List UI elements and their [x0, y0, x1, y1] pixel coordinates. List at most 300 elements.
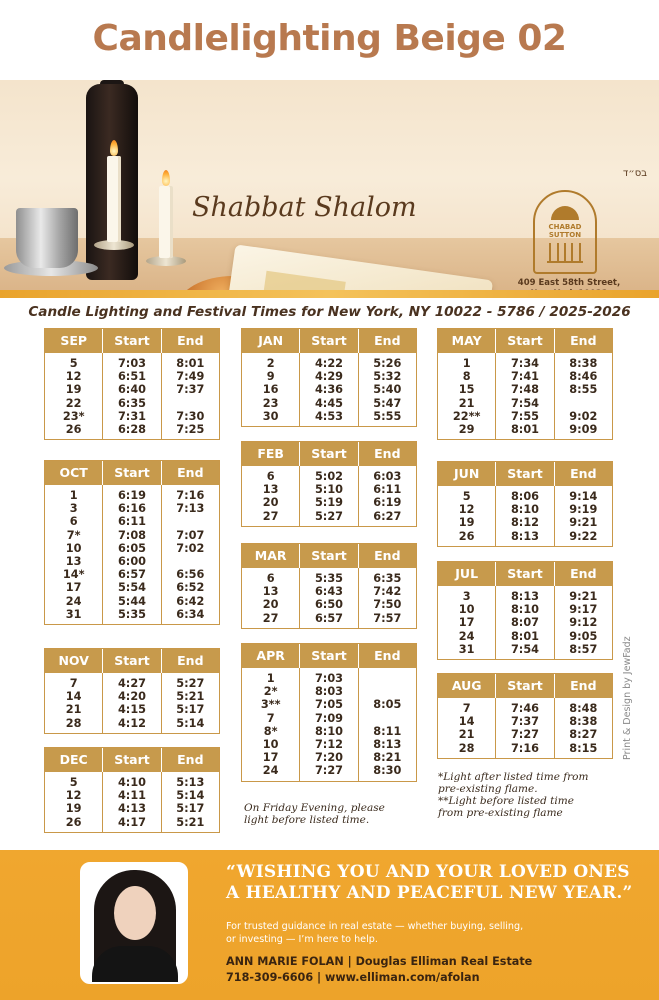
- date-cell: 7: [462, 702, 471, 715]
- start-time-cell: 4:29: [314, 370, 344, 384]
- bsd-mark: בס״ד: [622, 168, 647, 179]
- month-table: [437, 461, 613, 547]
- date-cell: 6: [69, 515, 78, 529]
- date-cell: 30: [262, 409, 279, 423]
- menorah-icon: [547, 241, 583, 263]
- month-table: [44, 648, 220, 734]
- date-cell: 31: [65, 607, 82, 621]
- note-line: pre-existing flame.: [438, 783, 538, 795]
- date-cell: 26: [458, 529, 475, 543]
- start-time-cell: 7:27: [314, 764, 344, 778]
- blurb-line: For trusted guidance in real estate — whether buying, selling,: [226, 921, 524, 932]
- end-column-header: End: [570, 566, 597, 581]
- start-column: [103, 772, 161, 832]
- end-time-cell: 6:42: [176, 594, 205, 608]
- start-time-cell: 6:05: [117, 541, 147, 555]
- end-column-header: End: [374, 648, 401, 663]
- start-time-cell: 4:12: [117, 716, 147, 730]
- month-name: JUL: [438, 562, 496, 586]
- start-column: [496, 586, 554, 659]
- month-header-row: [438, 674, 612, 698]
- gold-divider: [0, 290, 659, 298]
- date-cell: 28: [65, 716, 82, 730]
- end-column: [555, 698, 612, 758]
- date-cell: 1: [69, 489, 78, 502]
- agent-photo: [80, 862, 188, 984]
- end-column-header: End: [177, 465, 204, 480]
- start-time-cell: 5:44: [117, 594, 147, 608]
- date-cell: 7: [69, 677, 78, 690]
- end-column: [162, 353, 219, 439]
- month-name: FEB: [242, 442, 300, 466]
- end-time-cell: 6:11: [373, 483, 402, 497]
- start-column: [300, 466, 358, 526]
- date-column: [438, 698, 496, 758]
- blurb-line: or investing — I’m here to help.: [226, 934, 378, 945]
- end-time-cell: [162, 515, 219, 528]
- date-cell: 17: [65, 581, 82, 595]
- end-time-cell: [162, 555, 219, 568]
- flame-left: [110, 140, 118, 156]
- start-time-cell: 7:54: [510, 396, 540, 410]
- date-column: [45, 673, 103, 733]
- date-cell: 26: [65, 815, 82, 829]
- month-header-row: [45, 461, 219, 485]
- start-time-cell: 4:10: [117, 776, 147, 789]
- start-column-header: Start: [496, 329, 554, 353]
- month-body: [438, 353, 612, 439]
- date-cell: 24: [458, 629, 475, 643]
- start-time-cell: 7:05: [314, 698, 344, 712]
- month-table: [241, 543, 417, 629]
- month-table: [44, 328, 220, 440]
- month-name: JAN: [242, 329, 300, 353]
- month-name: JUN: [438, 462, 496, 486]
- start-time-cell: 5:54: [117, 581, 147, 595]
- end-time-cell: 5:55: [373, 409, 402, 423]
- date-cell: 13: [262, 483, 279, 497]
- month-name: OCT: [45, 461, 103, 485]
- end-column: [162, 673, 219, 733]
- end-time-cell: [359, 685, 416, 698]
- date-column: [438, 486, 496, 546]
- start-time-cell: 5:19: [314, 496, 344, 510]
- agent-phone-line: 718-309-6606 | www.elliman.com/afolan: [226, 971, 480, 984]
- start-time-cell: 7:20: [314, 751, 344, 765]
- asterisk-note: [438, 771, 588, 819]
- end-time-cell: 8:11: [373, 724, 402, 738]
- end-time-cell: 8:01: [176, 357, 205, 370]
- note-line: On Friday Evening, please: [244, 802, 385, 814]
- schedule-subtitle: Candle Lighting and Festival Times for New York, NY 10022 - 5786 / 2025-2026: [28, 304, 631, 320]
- shabbat-banner: [0, 80, 659, 298]
- month-name: APR: [242, 644, 300, 668]
- end-time-cell: 6:56: [176, 568, 205, 582]
- start-column: [300, 353, 358, 426]
- end-column: [555, 586, 612, 659]
- designer-credit: Print & Design by JewFadz: [622, 636, 633, 760]
- start-time-cell: 6:43: [314, 585, 344, 599]
- start-time-cell: 6:51: [117, 370, 147, 384]
- month-table: [241, 441, 417, 527]
- new-year-wish: [226, 862, 636, 904]
- date-cell: 1: [266, 672, 275, 685]
- start-time-cell: 5:02: [314, 470, 344, 483]
- end-time-cell: 5:32: [373, 370, 402, 384]
- start-column: [496, 353, 554, 439]
- date-cell: 27: [262, 509, 279, 523]
- date-cell: 23: [262, 396, 279, 410]
- end-time-cell: 8:48: [569, 702, 598, 715]
- end-time-cell: 8:05: [373, 698, 402, 712]
- month-body: [438, 698, 612, 758]
- end-time-cell: 6:35: [373, 572, 402, 585]
- start-time-cell: 6:16: [117, 502, 147, 516]
- date-cell: 2*: [263, 685, 278, 699]
- month-header-row: [242, 442, 416, 466]
- start-time-cell: 4:20: [117, 690, 147, 704]
- note-line: *Light after listed time from: [438, 771, 589, 783]
- date-cell: 7: [266, 711, 275, 725]
- date-cell: 10: [458, 603, 475, 617]
- start-time-cell: 6:19: [117, 489, 147, 502]
- start-time-cell: 8:13: [510, 590, 540, 603]
- date-cell: 10: [65, 541, 82, 555]
- date-cell: 21: [458, 396, 475, 410]
- start-time-cell: 7:16: [510, 741, 540, 755]
- start-time-cell: 8:01: [510, 629, 540, 643]
- date-cell: 22**: [452, 409, 481, 423]
- end-time-cell: 9:19: [569, 503, 598, 517]
- date-cell: 20: [262, 598, 279, 612]
- date-column: [45, 353, 103, 439]
- start-column: [496, 486, 554, 546]
- date-cell: 5: [462, 490, 471, 503]
- end-time-cell: 7:02: [176, 541, 205, 555]
- kiddush-cup-image: [16, 208, 78, 268]
- end-time-cell: 7:16: [176, 489, 205, 502]
- start-column: [300, 568, 358, 628]
- start-time-cell: 6:57: [117, 568, 147, 582]
- date-cell: 2: [266, 357, 275, 370]
- start-column-header: Start: [300, 329, 358, 353]
- end-time-cell: [555, 397, 612, 410]
- agent-blurb: [226, 920, 636, 946]
- start-time-cell: 7:03: [314, 672, 344, 685]
- end-time-cell: 8:46: [569, 370, 598, 384]
- date-cell: 19: [458, 516, 475, 530]
- start-time-cell: 7:12: [314, 737, 344, 751]
- date-cell: 8: [462, 370, 471, 384]
- start-time-cell: 7:54: [510, 642, 540, 656]
- start-time-cell: 5:10: [314, 483, 344, 497]
- date-cell: 19: [65, 383, 82, 397]
- wish-line: “WISHING YOU AND YOUR LOVED ONES: [226, 862, 630, 882]
- start-time-cell: 8:10: [314, 724, 344, 738]
- month-name: SEP: [45, 329, 103, 353]
- start-time-cell: 6:35: [117, 396, 147, 410]
- end-time-cell: 5:14: [176, 716, 205, 730]
- date-cell: 22: [65, 396, 82, 410]
- end-column-header: End: [570, 678, 597, 693]
- end-time-cell: 6:03: [373, 470, 402, 483]
- end-time-cell: 5:13: [176, 776, 205, 789]
- end-column: [162, 485, 219, 624]
- date-column: [438, 586, 496, 659]
- end-time-cell: 5:47: [373, 396, 402, 410]
- sponsor-footer: [0, 850, 659, 1000]
- date-cell: 14*: [62, 568, 85, 582]
- start-time-cell: 4:22: [314, 357, 344, 370]
- month-table: [241, 328, 417, 427]
- end-time-cell: 8:15: [569, 741, 598, 755]
- start-time-cell: 7:09: [314, 711, 344, 725]
- agent-contact: [226, 954, 636, 986]
- start-time-cell: 8:13: [510, 529, 540, 543]
- date-column: [438, 353, 496, 439]
- start-time-cell: 7:37: [510, 715, 540, 729]
- date-cell: 27: [262, 611, 279, 625]
- end-time-cell: 9:02: [569, 409, 598, 423]
- start-column-header: Start: [496, 674, 554, 698]
- start-time-cell: 8:10: [510, 603, 540, 617]
- date-cell: 24: [65, 594, 82, 608]
- date-cell: 21: [458, 728, 475, 742]
- start-time-cell: 5:27: [314, 509, 344, 523]
- end-time-cell: 6:34: [176, 607, 205, 621]
- month-body: [45, 485, 219, 624]
- start-time-cell: 7:48: [510, 383, 540, 397]
- start-time-cell: 6:57: [314, 611, 344, 625]
- month-name: MAY: [438, 329, 496, 353]
- month-table: [44, 747, 220, 833]
- month-header-row: [438, 562, 612, 586]
- month-body: [438, 586, 612, 659]
- date-cell: 16: [262, 383, 279, 397]
- month-table: [241, 643, 417, 782]
- end-time-cell: 7:07: [176, 528, 205, 542]
- end-column: [555, 486, 612, 546]
- note-line: **Light before listed time: [438, 795, 574, 807]
- end-time-cell: 9:22: [569, 529, 598, 543]
- friday-note: [244, 802, 385, 826]
- page-title: Candlelighting Beige 02: [92, 18, 567, 59]
- shabbat-shalom-heading: Shabbat Shalom: [192, 192, 417, 223]
- date-cell: 7*: [66, 528, 81, 542]
- start-time-cell: 8:12: [510, 516, 540, 530]
- start-column: [103, 353, 161, 439]
- start-time-cell: 8:01: [510, 422, 540, 436]
- start-time-cell: 4:45: [314, 396, 344, 410]
- end-time-cell: 5:21: [176, 815, 205, 829]
- date-cell: 14: [65, 690, 82, 704]
- start-time-cell: 7:46: [510, 702, 540, 715]
- start-time-cell: 4:27: [117, 677, 147, 690]
- end-time-cell: 6:52: [176, 581, 205, 595]
- date-cell: 26: [65, 422, 82, 436]
- month-name: NOV: [45, 649, 103, 673]
- date-cell: 5: [69, 776, 78, 789]
- start-column-header: Start: [300, 442, 358, 466]
- start-time-cell: 6:00: [117, 554, 147, 568]
- candle-left: [107, 156, 121, 242]
- end-time-cell: 5:14: [176, 789, 205, 803]
- month-header-row: [438, 329, 612, 353]
- start-time-cell: 8:07: [510, 616, 540, 630]
- date-cell: 24: [262, 764, 279, 778]
- date-column: [242, 568, 300, 628]
- end-time-cell: 8:38: [569, 715, 598, 729]
- start-column-header: Start: [103, 649, 161, 673]
- date-cell: 13: [262, 585, 279, 599]
- start-column-header: Start: [103, 748, 161, 772]
- month-header-row: [438, 462, 612, 486]
- month-header-row: [242, 544, 416, 568]
- start-time-cell: 8:10: [510, 503, 540, 517]
- start-time-cell: 4:17: [117, 815, 147, 829]
- wish-line: A HEALTHY AND PEACEFUL NEW YEAR.”: [226, 883, 633, 903]
- date-cell: 12: [458, 503, 475, 517]
- start-time-cell: 5:35: [314, 572, 344, 585]
- start-time-cell: 7:55: [510, 409, 540, 423]
- month-body: [438, 486, 612, 546]
- date-cell: 20: [262, 496, 279, 510]
- month-table: [44, 460, 220, 625]
- month-body: [242, 353, 416, 426]
- date-column: [242, 466, 300, 526]
- flame-right: [162, 170, 170, 186]
- end-time-cell: 7:57: [373, 611, 402, 625]
- end-column: [359, 353, 416, 426]
- month-name: AUG: [438, 674, 496, 698]
- end-time-cell: 5:27: [176, 677, 205, 690]
- logo-arch-icon: [551, 206, 579, 220]
- end-column-header: End: [570, 333, 597, 348]
- logo-text: [549, 223, 582, 239]
- date-cell: 13: [65, 554, 82, 568]
- date-cell: 31: [458, 642, 475, 656]
- date-column: [45, 772, 103, 832]
- date-cell: 29: [458, 422, 475, 436]
- start-time-cell: 7:27: [510, 728, 540, 742]
- end-column-header: End: [177, 653, 204, 668]
- date-cell: 12: [65, 370, 82, 384]
- end-column: [359, 668, 416, 781]
- end-time-cell: 8:27: [569, 728, 598, 742]
- end-time-cell: 8:38: [569, 357, 598, 370]
- end-column: [555, 353, 612, 439]
- start-time-cell: 6:50: [314, 598, 344, 612]
- date-cell: 17: [458, 616, 475, 630]
- end-time-cell: 8:30: [373, 764, 402, 778]
- start-time-cell: 7:41: [510, 370, 540, 384]
- end-column: [359, 466, 416, 526]
- date-cell: 6: [266, 572, 275, 585]
- month-table: [437, 561, 613, 660]
- start-column-header: Start: [496, 562, 554, 586]
- start-time-cell: 4:13: [117, 802, 147, 816]
- note-line: light before listed time.: [244, 814, 370, 826]
- end-time-cell: 7:30: [176, 409, 205, 423]
- start-time-cell: 7:08: [117, 528, 147, 542]
- end-time-cell: [359, 672, 416, 685]
- date-cell: 3**: [260, 698, 281, 712]
- candle-right: [159, 186, 173, 258]
- end-time-cell: 5:17: [176, 802, 205, 816]
- end-time-cell: 7:13: [176, 502, 205, 516]
- end-time-cell: 8:57: [569, 642, 598, 656]
- end-time-cell: 8:13: [373, 737, 402, 751]
- month-name: MAR: [242, 544, 300, 568]
- end-column-header: End: [374, 548, 401, 563]
- end-time-cell: [359, 712, 416, 725]
- month-body: [45, 772, 219, 832]
- date-cell: 10: [262, 737, 279, 751]
- start-time-cell: 6:28: [117, 422, 147, 436]
- month-body: [242, 466, 416, 526]
- end-time-cell: 5:17: [176, 703, 205, 717]
- end-time-cell: [162, 397, 219, 410]
- end-time-cell: 7:37: [176, 383, 205, 397]
- start-time-cell: 6:11: [117, 515, 147, 529]
- end-time-cell: 9:17: [569, 603, 598, 617]
- month-table: [437, 673, 613, 759]
- start-time-cell: 8:06: [510, 490, 540, 503]
- start-time-cell: 7:34: [510, 357, 540, 370]
- start-time-cell: 6:40: [117, 383, 147, 397]
- end-time-cell: 6:27: [373, 509, 402, 523]
- note-line: from pre-existing flame: [438, 807, 563, 819]
- end-time-cell: 9:09: [569, 422, 598, 436]
- logo-line: CHABAD: [548, 223, 582, 231]
- end-time-cell: 9:21: [569, 590, 598, 603]
- date-column: [242, 668, 300, 781]
- month-body: [45, 673, 219, 733]
- date-cell: 3: [69, 502, 78, 516]
- end-column-header: End: [177, 333, 204, 348]
- end-time-cell: 8:21: [373, 751, 402, 765]
- chabad-logo: [533, 190, 597, 274]
- end-time-cell: 9:21: [569, 516, 598, 530]
- month-body: [242, 568, 416, 628]
- month-table: [437, 328, 613, 440]
- start-column: [496, 698, 554, 758]
- logo-line: SUTTON: [548, 231, 582, 239]
- month-name: DEC: [45, 748, 103, 772]
- end-time-cell: 5:26: [373, 357, 402, 370]
- end-time-cell: 9:14: [569, 490, 598, 503]
- month-header-row: [242, 644, 416, 668]
- end-time-cell: 7:42: [373, 585, 402, 599]
- start-column: [103, 485, 161, 624]
- date-cell: 8*: [263, 724, 278, 738]
- date-cell: 19: [65, 802, 82, 816]
- end-column-header: End: [177, 752, 204, 767]
- end-time-cell: 9:05: [569, 629, 598, 643]
- end-time-cell: 8:55: [569, 383, 598, 397]
- start-column-header: Start: [300, 544, 358, 568]
- start-time-cell: 8:03: [314, 685, 344, 699]
- start-time-cell: 7:03: [117, 357, 147, 370]
- start-column-header: Start: [103, 461, 161, 485]
- date-cell: 28: [458, 741, 475, 755]
- end-time-cell: 7:25: [176, 422, 205, 436]
- date-cell: 12: [65, 789, 82, 803]
- start-time-cell: 4:11: [117, 789, 147, 803]
- start-time-cell: 4:53: [314, 409, 344, 423]
- end-column: [162, 772, 219, 832]
- date-column: [45, 485, 103, 624]
